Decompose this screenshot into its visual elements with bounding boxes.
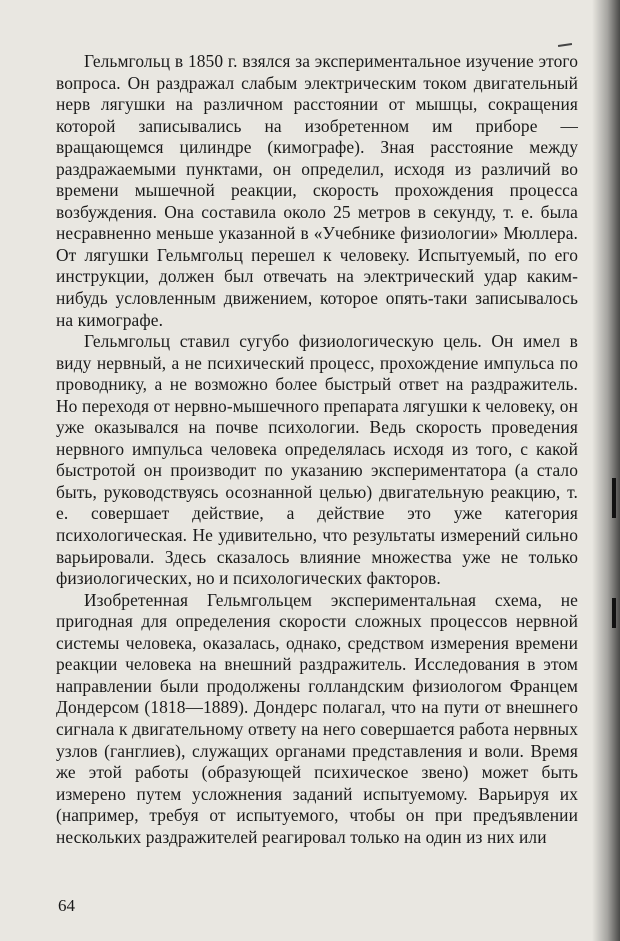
page-number: 64	[58, 896, 75, 915]
body-text	[56, 51, 578, 848]
scan-mark	[558, 43, 572, 47]
paragraph-1: Гельмгольц в 1850 г. взялся за экспериментальное изучение этого вопроса. Он раздражал слабым электрическим током двигательный нерв лягушки на различном расстоянии от мышцы, сокращения которой записывались на изобретенном им приборе — вращающемся цилиндре (кимографе). Зная расстояние между раздражаемыми пунктами, он определил, исходя из различий во времени мышечной реакции, скорость прохождения процесса возбуждения. Она составила около 25 метров в секунду, т. е. была несравненно меньше указанной в «Учебнике физиологии» Мюллера. От лягушки Гельмгольц перешел к человеку. Испытуемый, по его инструкции, должен был отвечать на электрический удар каким-нибудь условленным движением, которое опять-таки записывалось на кимографе.	[56, 51, 578, 330]
edge-mark	[612, 598, 616, 628]
binding-shadow	[592, 0, 620, 941]
paragraph-2: Гельмгольц ставил сугубо физиологическую цель. Он имел в виду нервный, а не психический процесс, прохождение импульса по проводнику, а не возможно более быстрый ответ на раздражитель. Но переходя от нервно-мышечного препарата лягушки к человеку, он уже оказывался на почве психологии. Ведь скорость проведения нервного импульса человека определялась исходя из того, с какой быстротой он производит по указанию экспериментатора (а стало быть, руководствуясь осознанной целью) двигательную реакцию, т. е. совершает действие, а действие это уже категория психологическая. Не удивительно, что результаты измерений сильно варьировали. Здесь сказалось влияние множества уже не только физиологических, но и психологических факторов.	[56, 331, 578, 589]
edge-mark	[612, 478, 616, 518]
paragraph-3: Изобретенная Гельмгольцем экспериментальная схема, не пригодная для определения скорости сложных процессов нервной системы человека, оказалась, однако, средством измерения времени реакции человека на внешний раздражитель. Исследования в этом направлении были продолжены голландским физиологом Францем Дондерсом (1818—1889). Дондерс полагал, что на пути от внешнего сигнала к двигательному ответу на него совершается работа нервных узлов (ганглиев), служащих органами представления и воли. Время же этой работы (образующей психическое звено) может быть измерено путем усложнения заданий испытуемому. Варьируя их (например, требуя от испытуемого, чтобы он при предъявлении нескольких раздражителей реагировал только на один из них или	[56, 589, 578, 847]
